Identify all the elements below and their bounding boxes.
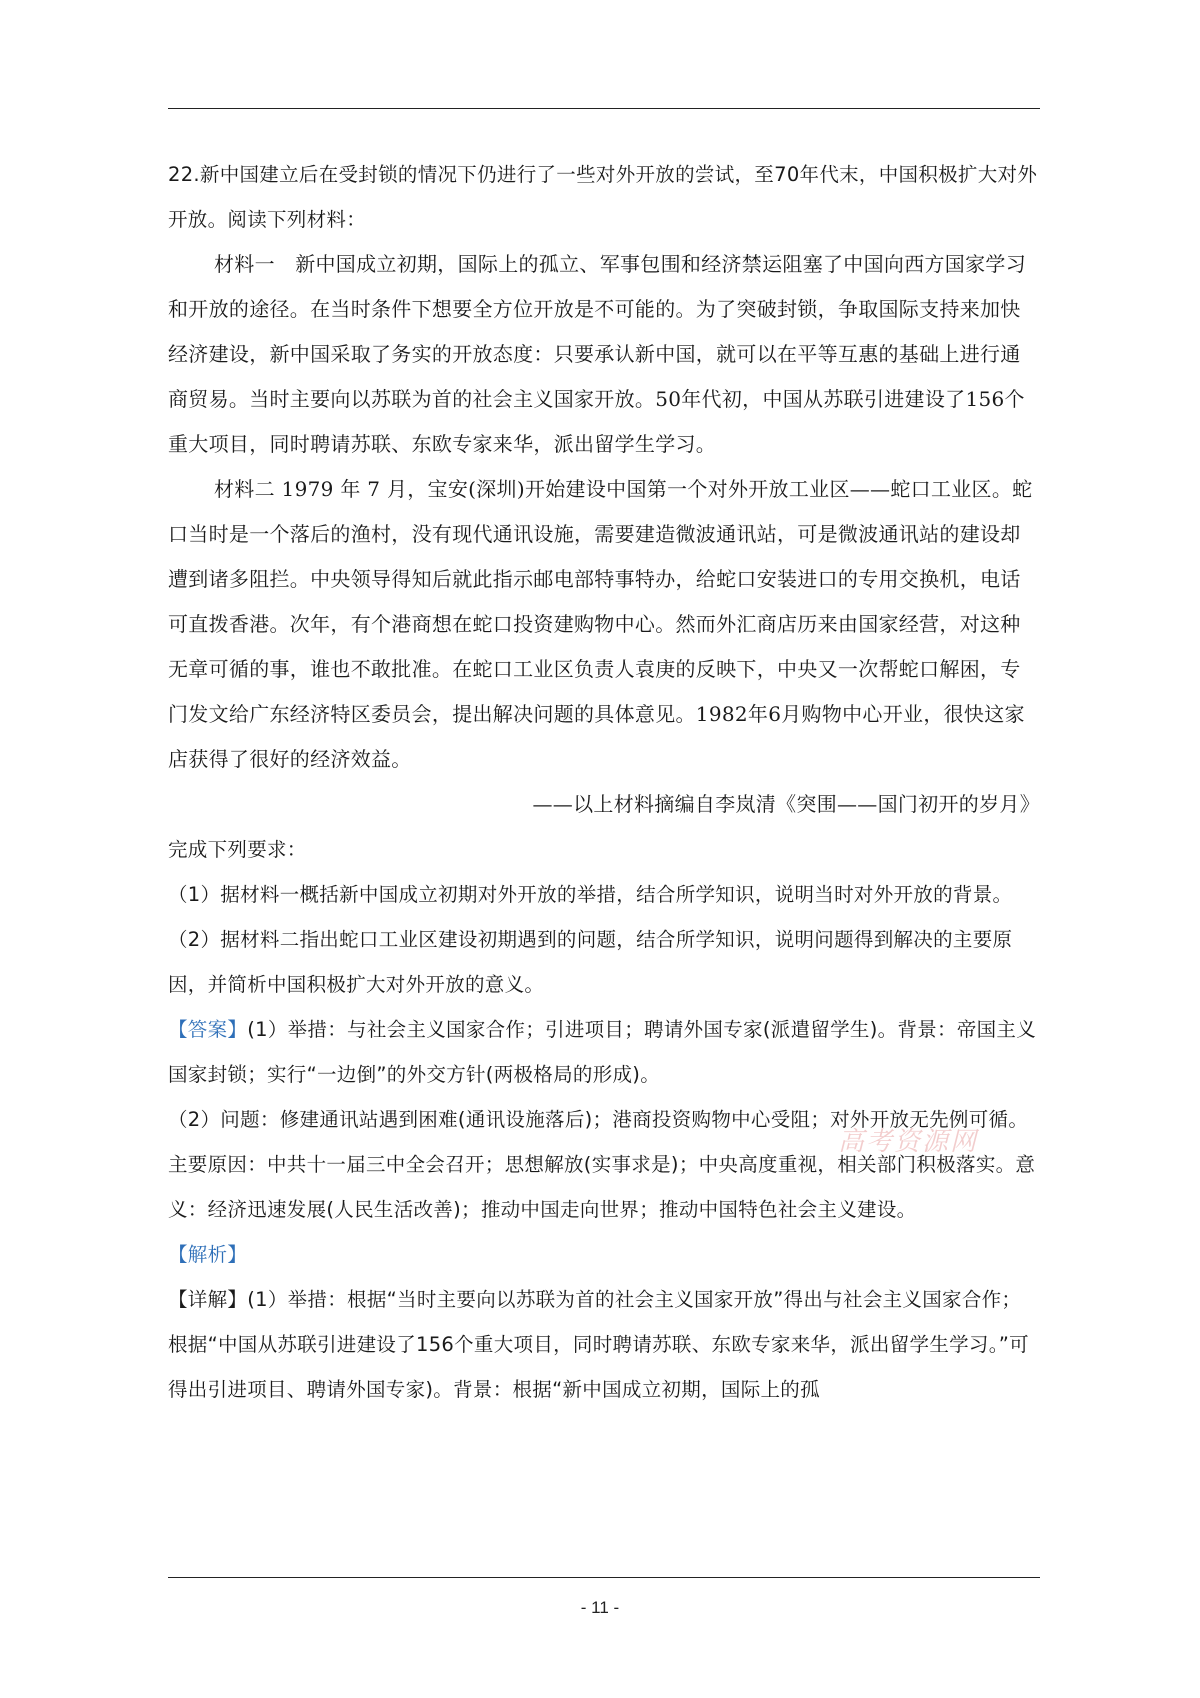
requirement-item-1: （1）据材料一概括新中国成立初期对外开放的举措，结合所学知识，说明当时对外开放的背景。	[168, 883, 1013, 906]
analysis-heading	[168, 1232, 1040, 1277]
answer-tag: 【答案】	[168, 1018, 248, 1041]
requirement-item-2: （2）据材料二指出蛇口工业区建设初期遇到的问题，结合所学知识，说明问题得到解决的主要原因，并简析中国积极扩大对外开放的意义。	[168, 928, 1013, 996]
question-intro: 22.新中国建立后在受封锁的情况下仍进行了一些对外开放的尝试，至70年代末，中国积极扩大对外开放。阅读下列材料：	[168, 163, 1038, 231]
analysis-detail	[168, 1277, 1040, 1412]
footer-rule	[168, 1577, 1040, 1578]
page-number: - 11 -	[580, 1598, 620, 1617]
detail-tag: 【详解】	[168, 1288, 248, 1311]
watermark-stamp: 高考资源网	[838, 1127, 979, 1157]
answer-part-2: （2）问题：修建通讯站遇到困难(通讯设施落后)；港商投资购物中心受阻；对外开放无先例可循。主要原因：中共十一届三中全会召开；思想解放(实事求是)；中央高度重视，相关部门积极落实。意义：经济迅速发展(人民生活改善)；推动中国走向世界；推动中国特色社会主义建设。	[168, 1108, 1036, 1221]
material-source: ——以上材料摘编自李岚清《突围——国门初开的岁月》	[532, 792, 1040, 816]
answer-part-1-text: (1）举措：与社会主义国家合作；引进项目；聘请外国专家(派遣留学生)。背景：帝国主义国家封锁；实行“一边倒”的外交方针(两极格局的形成)。	[168, 1018, 1037, 1086]
header-rule	[168, 108, 1040, 109]
material-two: 材料二 1979 年 7 月，宝安(深圳)开始建设中国第一个对外开放工业区——蛇口工业区。蛇口当时是一个落后的渔村，没有现代通讯设施，需要建造微波通讯站，可是微波通讯站的建设却遭到诸多阻拦。中央领导得知后就此指示邮电部特事特办，给蛇口安装进口的专用交换机，电话可直拨香港。次年，有个港商想在蛇口投资建购物中心。然而外汇商店历来由国家经营，对这种无章可循的事，谁也不敢批准。在蛇口工业区负责人袁庚的反映下，中央又一次帮蛇口解困，专门发文给广东经济特区委员会，提出解决问题的具体意见。1982年6月购物中心开业，很快这家店获得了很好的经济效益。	[168, 477, 1033, 771]
material-one: 材料一 新中国成立初期，国际上的孤立、军事包围和经济禁运阻塞了中国向西方国家学习和开放的途径。在当时条件下想要全方位开放是不可能的。为了突破封锁，争取国际支持来加快经济建设，新中国采取了务实的开放态度：只要承认新中国，就可以在平等互惠的基础上进行通商贸易。当时主要向以苏联为首的社会主义国家开放。50年代初，中国从苏联引进建设了156个重大项目，同时聘请苏联、东欧专家来华，派出留学生学习。	[168, 252, 1026, 456]
requirements-heading: 完成下列要求：	[168, 838, 307, 861]
page-content	[168, 152, 1040, 1412]
analysis-tag: 【解析】	[168, 1243, 248, 1266]
answer-part-1	[168, 1007, 1040, 1097]
analysis-detail-text: (1）举措：根据“当时主要向以苏联为首的社会主义国家开放”得出与社会主义国家合作；根据“中国从苏联引进建设了156个重大项目，同时聘请苏联、东欧专家来华，派出留学生学习。”可得出引进项目、聘请外国专家)。背景：根据“新中国成立初期，国际上的孤	[168, 1288, 1029, 1401]
